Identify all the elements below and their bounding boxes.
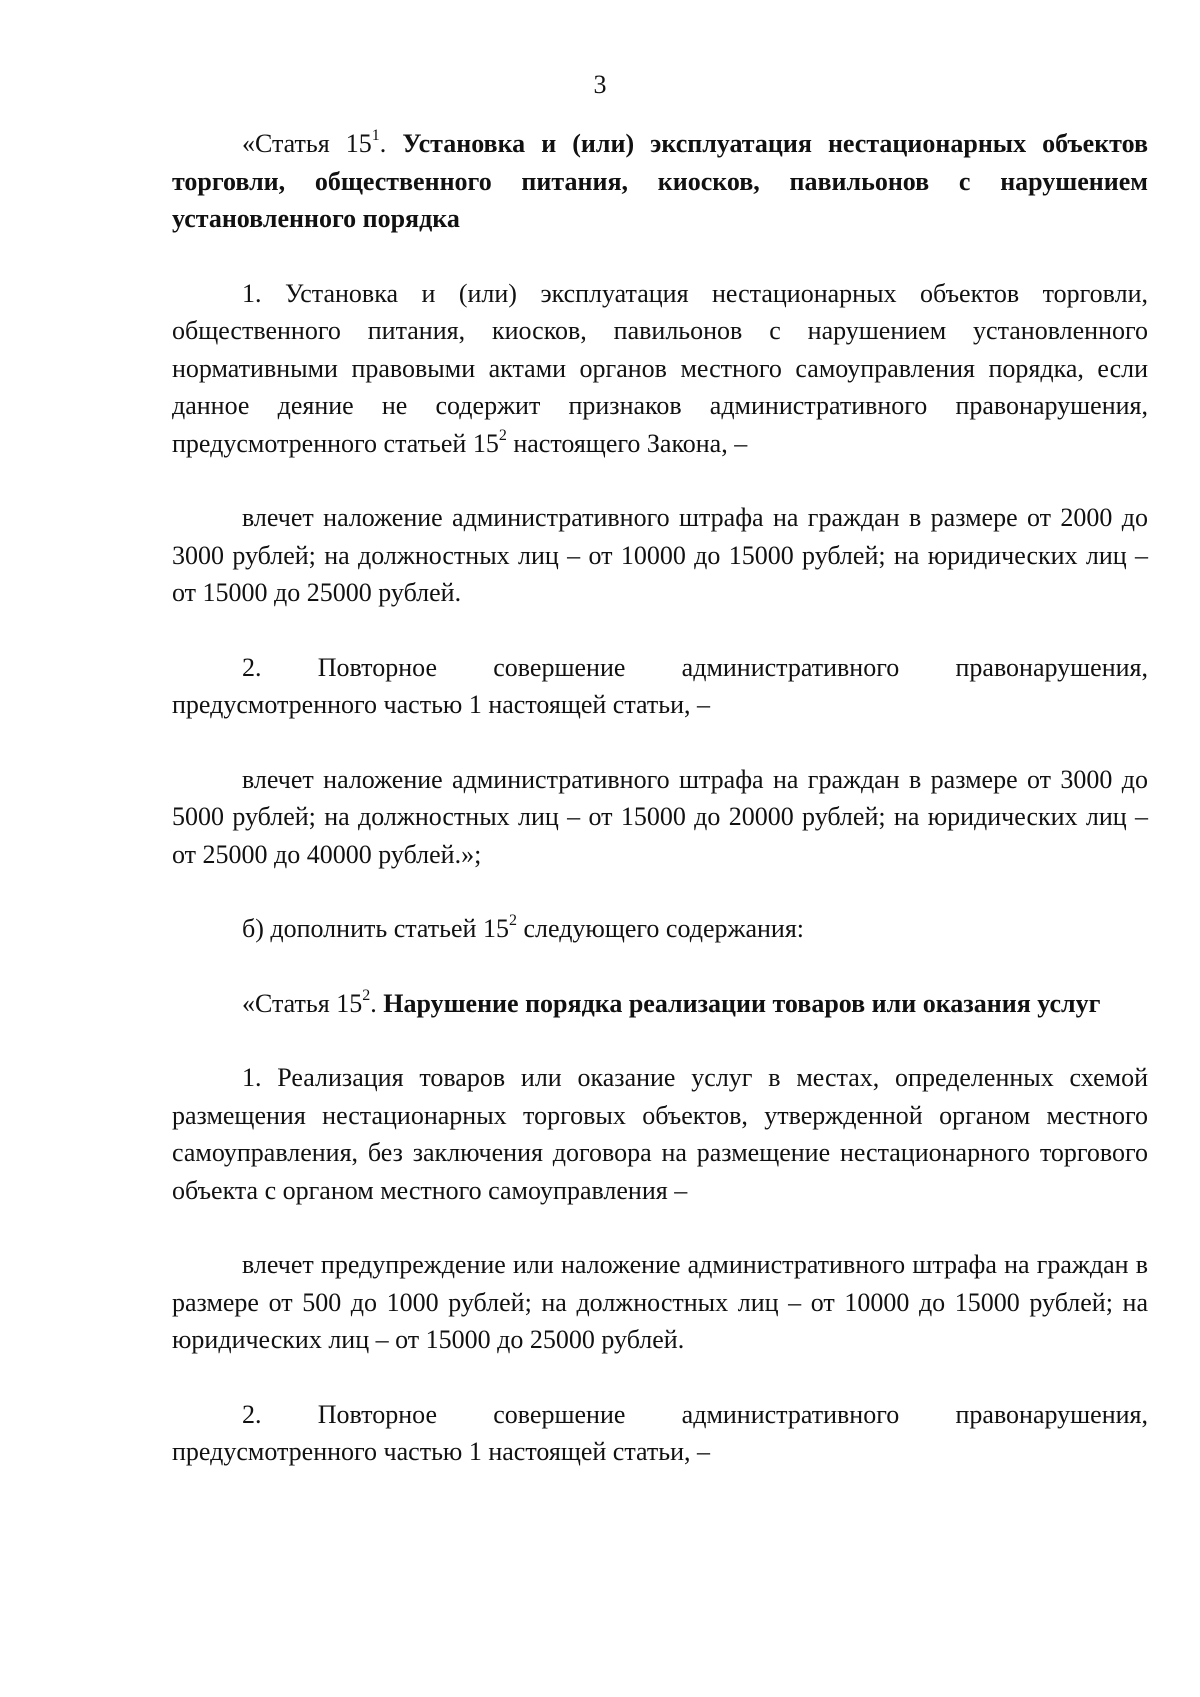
article-15-1-heading — [172, 125, 1148, 238]
article-15-1-part-2: 2. Повторное совершение административного правонарушения, предусмотренного частью 1 настоящей статьи, – — [172, 652, 1148, 719]
article-15-2-superscript: 2 — [362, 986, 371, 1004]
article-15-1-title: Установка и (или) эксплуатация нестационарных объектов торговли, общественного питания, киосков, павильонов с нарушением установленного порядка — [172, 129, 1148, 233]
article-15-1-part-1 — [172, 275, 1148, 463]
article-15-2-part-2: 2. Повторное совершение административного правонарушения, предусмотренного частью 1 настоящей статьи, – — [172, 1399, 1148, 1466]
article-15-1-part-1-text: 1. Установка и (или) эксплуатация нестационарных объектов торговли, общественного питания, киосков, павильонов с нарушением установленного нормативными правовыми актами органов местного самоуправления порядка, если данное деяние не содержит признаков административного правонарушения, предусмотренного статьей 15 — [172, 278, 1148, 458]
amendment-b-superscript: 2 — [508, 912, 517, 930]
article-15-2-dot: . — [370, 988, 384, 1018]
article-15-1-prefix: «Статья 15 — [242, 129, 372, 158]
article-15-1-superscript: 1 — [371, 127, 380, 145]
document-body — [172, 125, 1148, 1471]
article-15-2-part-1: 1. Реализация товаров или оказание услуг в местах, определенных схемой размещения нестационарных торговых объектов, утвержденной органом местного самоуправления, без заключения договора на размещение нестационарного торгового объекта с органом местного самоуправления – — [172, 1063, 1148, 1205]
amendment-b — [172, 910, 1148, 948]
amendment-b-text: б) дополнить статьей 15 — [242, 914, 509, 943]
article-15-2-heading — [172, 985, 1148, 1023]
article-15-1-penalty-2: влечет наложение административного штрафа на граждан в размере от 3000 до 5000 рублей; на должностных лиц – от 15000 до 20000 рублей; на юридических лиц – от 25000 до 40000 рублей.»; — [172, 764, 1148, 869]
article-15-2-prefix: «Статья 15 — [242, 988, 363, 1018]
article-15-1-part-1-superscript: 2 — [498, 426, 507, 444]
article-15-1-dot: . — [379, 129, 403, 158]
article-15-2-title: Нарушение порядка реализации товаров или оказания услуг — [383, 988, 1101, 1018]
amendment-b-ending: следующего содержания: — [516, 914, 804, 943]
page-number: 3 — [593, 70, 607, 99]
article-15-2-penalty-1: влечет предупреждение или наложение административного штрафа на граждан в размере от 500 до 1000 рублей; на должностных лиц – от 10000 до 15000 рублей; на юридических лиц – от 15000 до 25000 рублей. — [172, 1250, 1148, 1354]
article-15-1-penalty-1: влечет наложение административного штрафа на граждан в размере от 2000 до 3000 рублей; на должностных лиц – от 10000 до 15000 рублей; на юридических лиц – от 15000 до 25000 рублей. — [172, 503, 1148, 607]
article-15-1-part-1-ending: настоящего Закона, – — [506, 428, 748, 458]
